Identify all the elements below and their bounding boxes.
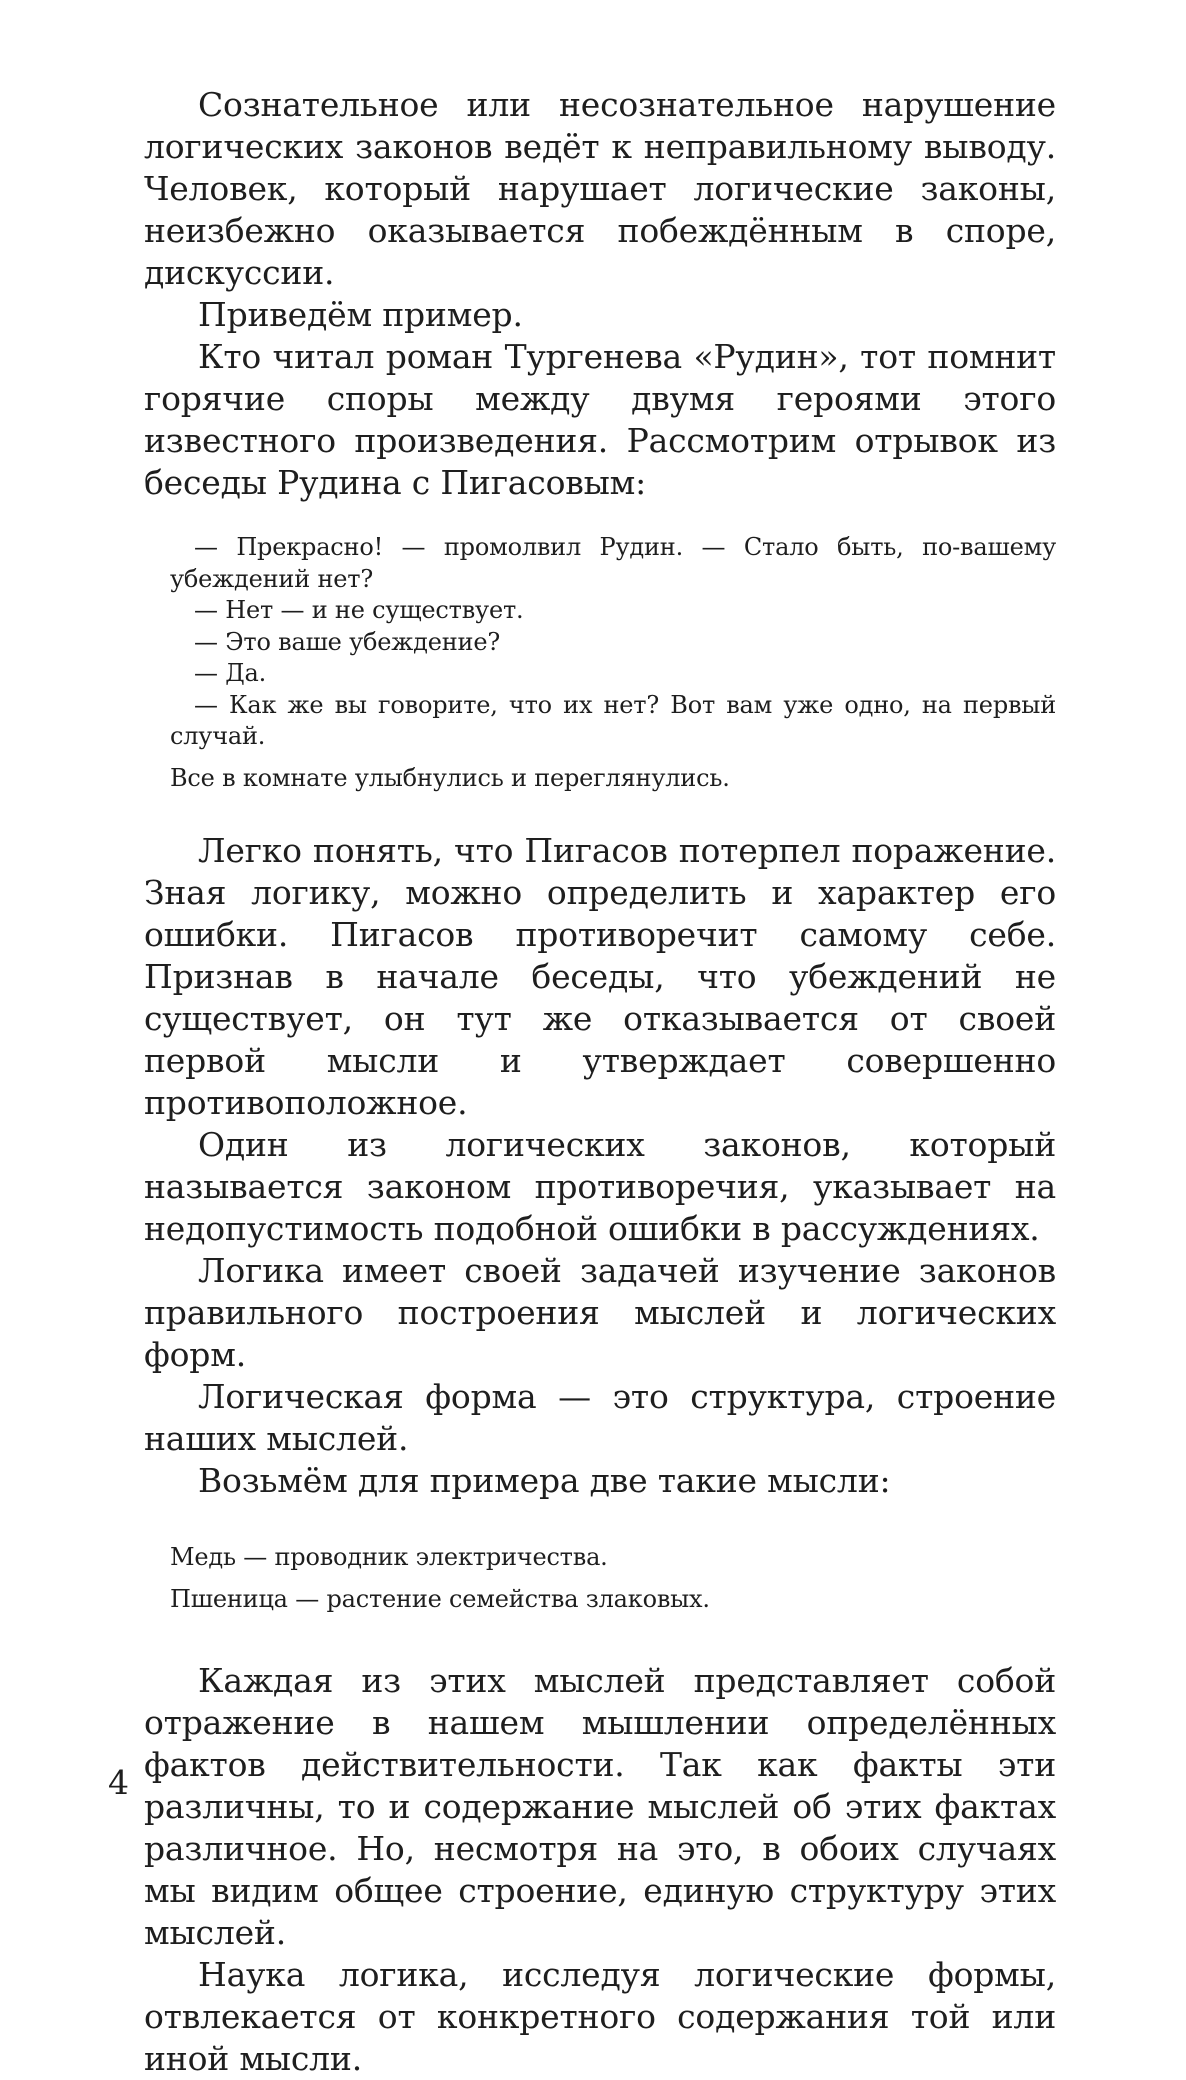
example-block <box>144 1536 1056 1620</box>
dialogue-line-4: — Да. <box>194 659 267 687</box>
paragraph-3: Кто читал роман Тургенева «Рудин», тот помнит горячие споры между двумя героями этого известного произведения. Рассмотрим отрывок из беседы Рудина с Пигасовым: <box>144 337 1056 502</box>
paragraph-6: Логика имеет своей задачей изучение законов правильного построения мыслей и логических форм. <box>144 1251 1056 1374</box>
paragraph-4: Легко понять, что Пигасов потерпел поражение. Зная логику, можно определить и характер его ошибки. Пигасов противоречит самому себе. Признав в начале беседы, что убеждений не существует, он тут же отказывается от своей первой мысли и утверждает совершенно противоположное. <box>144 831 1056 1122</box>
dialogue-line-3: — Это ваше убеждение? <box>194 627 501 656</box>
dialogue-end: Все в комнате улыбнулись и переглянулись. <box>170 763 730 792</box>
example-1: Медь — проводник электричества. <box>170 1543 608 1571</box>
paragraph-5: Один из логических законов, который называется законом противоречия, указывает на недопустимость подобной ошибки в рассуждениях. <box>144 1125 1056 1248</box>
example-2: Пшеница — растение семейства злаковых. <box>170 1585 710 1613</box>
paragraph-1: Сознательное или несознательное нарушение логических законов ведёт к неправильному выводу. Человек, который нарушает логические законы, неизбежно оказывается побеждённым в споре, дискуссии. <box>144 85 1056 292</box>
paragraph-8: Возьмём для примера две такие мысли: <box>198 1461 891 1500</box>
dialogue-line-5: — Как же вы говорите, что их нет? Вот вам уже одно, на первый случай. <box>170 690 1056 750</box>
paragraph-10: Наука логика, исследуя логические формы, отвлекается от конкретного содержания той или иной мысли. <box>144 1955 1056 2078</box>
dialogue-line-1: — Прекрасно! — промолвил Рудин. — Стало быть, по-вашему убеждений нет? <box>170 533 1056 593</box>
page-number: 4 <box>108 1763 129 1802</box>
dialogue-line-2: — Нет — и не существует. <box>194 596 524 624</box>
paragraph-2: Приведём пример. <box>198 295 523 334</box>
page-text <box>144 84 1056 2080</box>
paragraph-7: Логическая форма — это структура, строение наших мыслей. <box>144 1377 1056 1458</box>
dialogue-quote <box>144 532 1056 794</box>
paragraph-9: Каждая из этих мыслей представляет собой отражение в нашем мышлении определённых фактов действительности. Так как факты эти различны, то и содержание мыслей об этих фактах различное. Но, несмотря на это, в обоих случаях мы видим общее строение, единую структуру этих мыслей. <box>144 1661 1056 1952</box>
